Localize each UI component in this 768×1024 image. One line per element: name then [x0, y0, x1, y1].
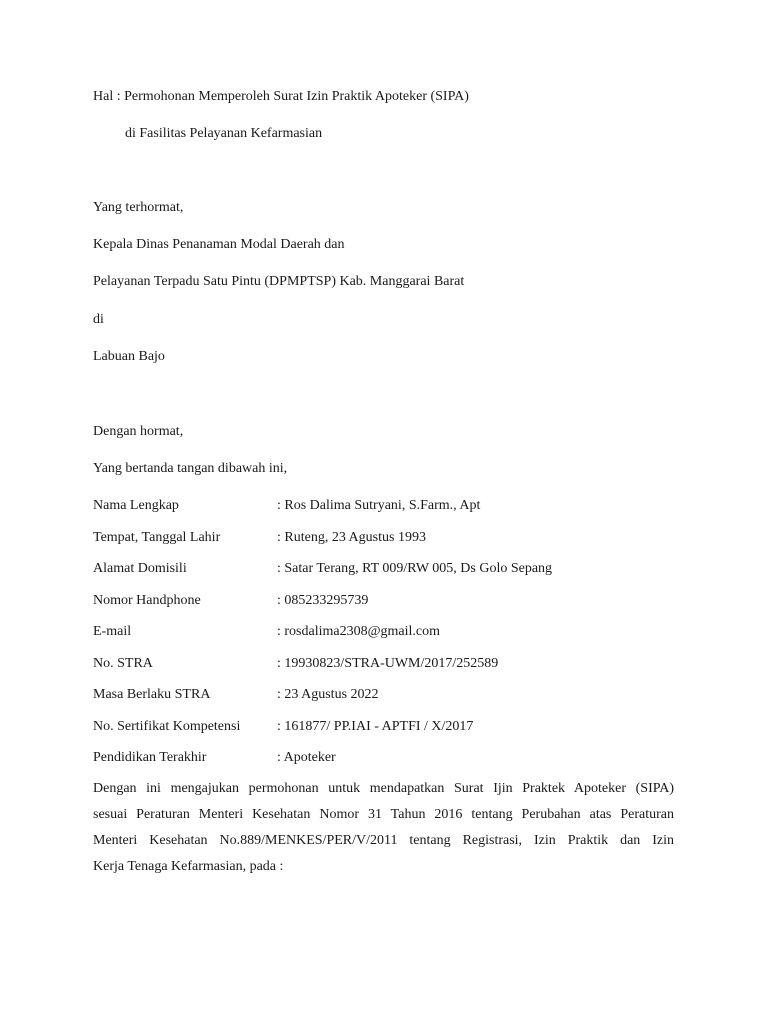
field-value-birth: : Ruteng, 23 Agustus 1993 [277, 530, 426, 545]
field-value-full-name: : Ros Dalima Sutryani, S.Farm., Apt [277, 498, 481, 513]
field-label-stra-validity: Masa Berlaku STRA [93, 687, 211, 702]
greeting: Dengan hormat, [93, 424, 184, 439]
paragraph-line: Dengan ini mengajukan permohonan untuk mendapatkan Surat Ijin Praktek Apoteker (SIPA) [93, 781, 674, 796]
recipient-title-line2: Pelayanan Terpadu Satu Pintu (DPMPTSP) Kab. Manggarai Barat [93, 274, 465, 289]
field-label-email: E-mail [93, 624, 132, 639]
field-label-full-name: Nama Lengkap [93, 498, 179, 513]
field-label-certificate: No. Sertifikat Kompetensi [93, 719, 241, 734]
field-value-education: : Apoteker [277, 750, 336, 765]
recipient-salutation: Yang terhormat, [93, 200, 184, 215]
field-label-phone: Nomor Handphone [93, 593, 201, 608]
subject-line: Hal : Permohonan Memperoleh Surat Izin Praktik Apoteker (SIPA) [93, 89, 469, 104]
field-value-certificate: : 161877/ PP.IAI - APTFI / X/2017 [277, 719, 474, 734]
paragraph-line: Kerja Tenaga Kefarmasian, pada : [93, 859, 284, 874]
recipient-title-line1: Kepala Dinas Penanaman Modal Daerah dan [93, 237, 345, 252]
paragraph-line: Menteri Kesehatan No.889/MENKES/PER/V/2011 tentang Registrasi, Izin Praktik dan Izin [93, 833, 674, 848]
field-value-address: : Satar Terang, RT 009/RW 005, Ds Golo Sepang [277, 561, 553, 576]
paragraph-line: sesuai Peraturan Menteri Kesehatan Nomor 31 Tahun 2016 tentang Perubahan atas Peraturan [93, 807, 674, 822]
field-value-stra-number: : 19930823/STRA-UWM/2017/252589 [277, 656, 499, 671]
subject-line-continued: di Fasilitas Pelayanan Kefarmasian [125, 126, 323, 141]
field-value-stra-validity: : 23 Agustus 2022 [277, 687, 379, 702]
field-label-birth: Tempat, Tanggal Lahir [93, 530, 221, 545]
intro-statement: Yang bertanda tangan dibawah ini, [93, 461, 288, 476]
recipient-preposition: di [93, 312, 104, 327]
field-value-email: : rosdalima2308@gmail.com [277, 624, 440, 639]
field-label-address: Alamat Domisili [93, 561, 187, 576]
recipient-location: Labuan Bajo [93, 349, 165, 364]
field-label-education: Pendidikan Terakhir [93, 750, 207, 765]
field-label-stra-number: No. STRA [93, 656, 153, 671]
field-value-phone: : 085233295739 [277, 593, 369, 608]
